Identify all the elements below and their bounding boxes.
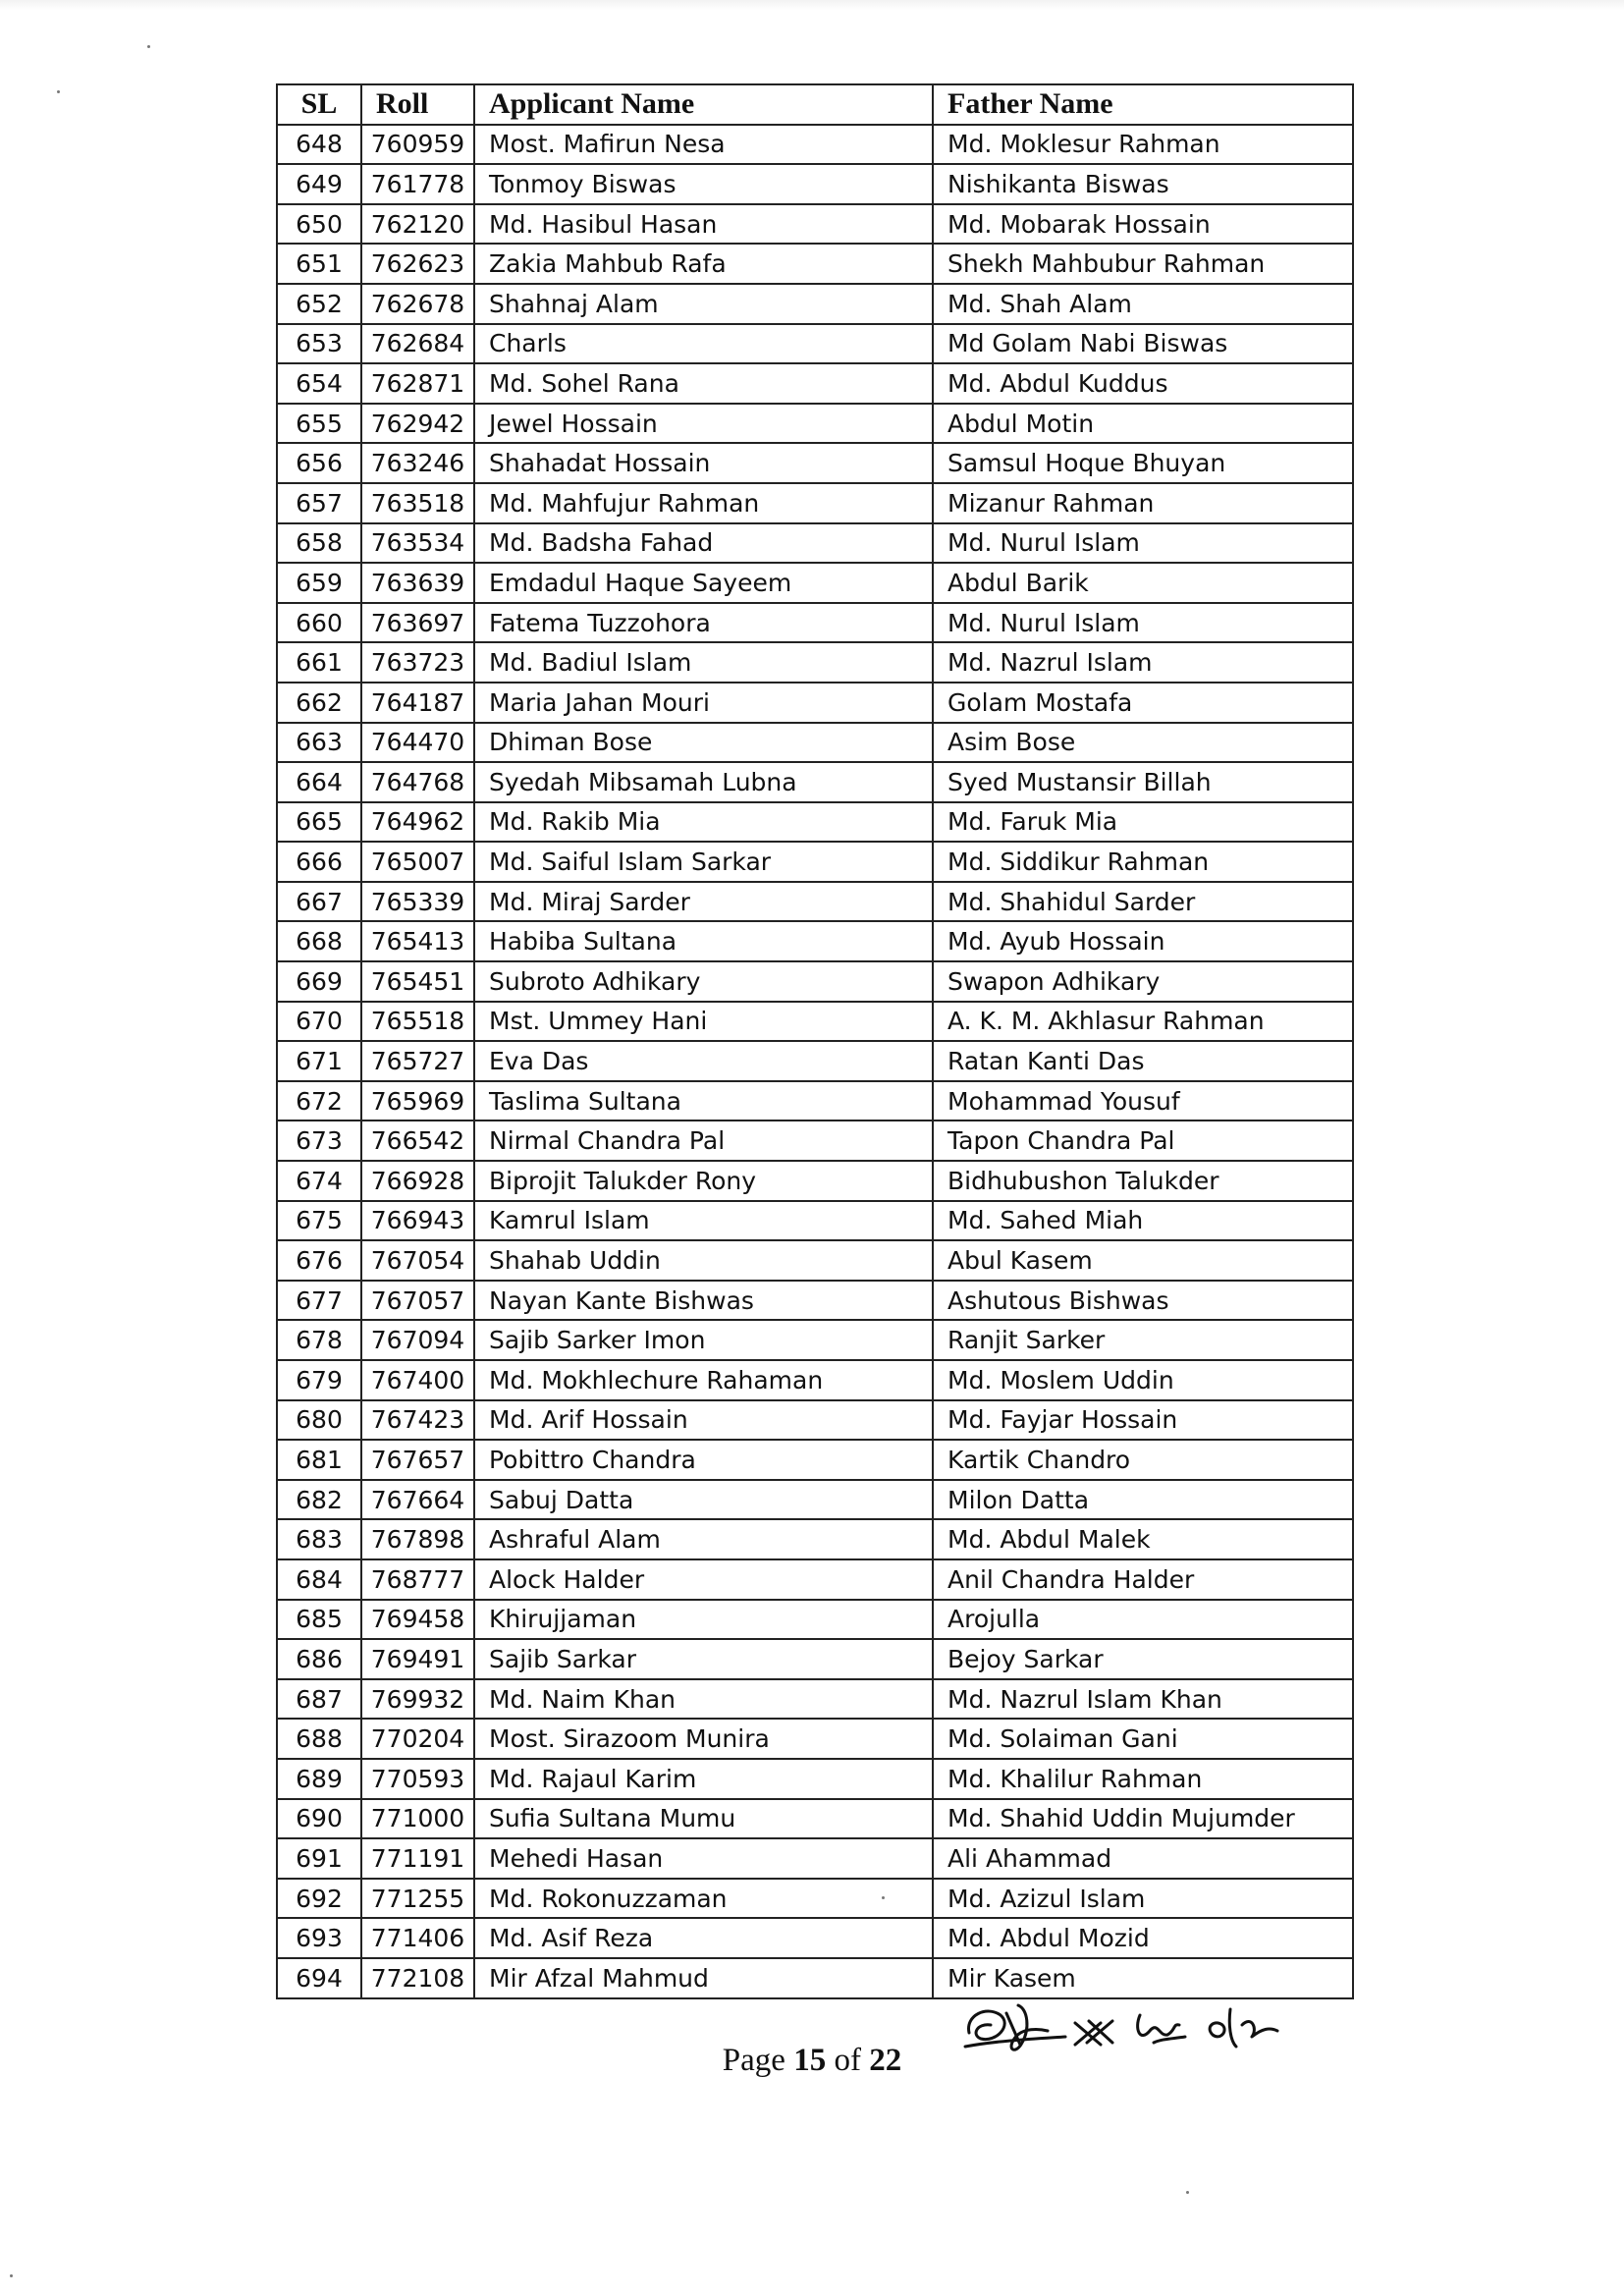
- cell-applicant-name: Sufia Sultana Mumu: [474, 1799, 933, 1839]
- cell-sl: 686: [277, 1639, 361, 1679]
- table-row: [277, 802, 1353, 843]
- cell-roll: 769932: [361, 1679, 474, 1720]
- table-row: [277, 1161, 1353, 1201]
- cell-applicant-name: Nirmal Chandra Pal: [474, 1121, 933, 1161]
- cell-applicant-name: Maria Jahan Mouri: [474, 683, 933, 723]
- cell-sl: 668: [277, 921, 361, 961]
- cell-father-name: Abdul Motin: [933, 404, 1353, 444]
- cell-roll: 767094: [361, 1320, 474, 1360]
- cell-father-name: Md. Fayjar Hossain: [933, 1400, 1353, 1441]
- cell-sl: 654: [277, 363, 361, 404]
- cell-sl: 672: [277, 1081, 361, 1121]
- table-row: [277, 1400, 1353, 1441]
- cell-father-name: Md. Khalilur Rahman: [933, 1759, 1353, 1799]
- cell-roll: 762871: [361, 363, 474, 404]
- cell-roll: 762942: [361, 404, 474, 444]
- cell-father-name: Md. Solaiman Gani: [933, 1719, 1353, 1759]
- cell-father-name: Md. Mobarak Hossain: [933, 204, 1353, 245]
- footer-page-word: Page: [722, 2043, 785, 2078]
- scan-speck: [57, 90, 60, 93]
- cell-sl: 650: [277, 204, 361, 245]
- scan-speck: [10, 2274, 13, 2277]
- cell-sl: 678: [277, 1320, 361, 1360]
- cell-roll: 765413: [361, 921, 474, 961]
- cell-father-name: Md. Ayub Hossain: [933, 921, 1353, 961]
- table-row: [277, 1121, 1353, 1161]
- table-row: [277, 921, 1353, 961]
- cell-roll: 763723: [361, 642, 474, 683]
- cell-sl: 656: [277, 443, 361, 483]
- cell-roll: 764187: [361, 683, 474, 723]
- cell-roll: 763518: [361, 483, 474, 523]
- cell-applicant-name: Md. Rokonuzzaman: [474, 1879, 933, 1919]
- cell-applicant-name: Md. Mahfujur Rahman: [474, 483, 933, 523]
- cell-father-name: Kartik Chandro: [933, 1440, 1353, 1480]
- cell-roll: 771406: [361, 1918, 474, 1958]
- cell-applicant-name: Md. Asif Reza: [474, 1918, 933, 1958]
- cell-sl: 652: [277, 284, 361, 324]
- cell-father-name: Milon Datta: [933, 1480, 1353, 1520]
- table-row: [277, 1639, 1353, 1679]
- table-row: [277, 1879, 1353, 1919]
- cell-father-name: Ashutous Bishwas: [933, 1281, 1353, 1321]
- cell-roll: 767664: [361, 1480, 474, 1520]
- cell-father-name: Bidhubushon Talukder: [933, 1161, 1353, 1201]
- cell-father-name: Nishikanta Biswas: [933, 164, 1353, 204]
- cell-father-name: Md Golam Nabi Biswas: [933, 324, 1353, 364]
- cell-applicant-name: Ashraful Alam: [474, 1519, 933, 1559]
- cell-roll: 765727: [361, 1041, 474, 1081]
- table-row: [277, 603, 1353, 643]
- cell-father-name: Abul Kasem: [933, 1240, 1353, 1281]
- cell-roll: 761778: [361, 164, 474, 204]
- cell-sl: 690: [277, 1799, 361, 1839]
- cell-sl: 667: [277, 882, 361, 922]
- cell-roll: 767898: [361, 1519, 474, 1559]
- cell-father-name: Abdul Barik: [933, 563, 1353, 603]
- cell-roll: 764768: [361, 762, 474, 802]
- cell-roll: 771255: [361, 1879, 474, 1919]
- cell-sl: 665: [277, 802, 361, 843]
- cell-roll: 771000: [361, 1799, 474, 1839]
- cell-roll: 767057: [361, 1281, 474, 1321]
- table-row: [277, 1519, 1353, 1559]
- cell-sl: 694: [277, 1958, 361, 1998]
- cell-father-name: Md. Moklesur Rahman: [933, 125, 1353, 165]
- cell-father-name: Mir Kasem: [933, 1958, 1353, 1998]
- table-body: [277, 125, 1353, 1998]
- table-row: [277, 642, 1353, 683]
- cell-father-name: Md. Azizul Islam: [933, 1879, 1353, 1919]
- cell-sl: 669: [277, 961, 361, 1002]
- cell-sl: 687: [277, 1679, 361, 1720]
- table-row: [277, 842, 1353, 882]
- cell-applicant-name: Md. Badiul Islam: [474, 642, 933, 683]
- table-row: [277, 683, 1353, 723]
- header-roll: Roll: [361, 84, 474, 125]
- cell-applicant-name: Subroto Adhikary: [474, 961, 933, 1002]
- cell-father-name: Md. Shahidul Sarder: [933, 882, 1353, 922]
- cell-applicant-name: Md. Mokhlechure Rahaman: [474, 1360, 933, 1400]
- cell-father-name: Shekh Mahbubur Rahman: [933, 244, 1353, 284]
- cell-sl: 658: [277, 523, 361, 564]
- cell-father-name: Md. Shahid Uddin Mujumder: [933, 1799, 1353, 1839]
- cell-roll: 762678: [361, 284, 474, 324]
- table-row: [277, 563, 1353, 603]
- table-row: [277, 1041, 1353, 1081]
- cell-father-name: Syed Mustansir Billah: [933, 762, 1353, 802]
- cell-applicant-name: Shahadat Hossain: [474, 443, 933, 483]
- cell-sl: 651: [277, 244, 361, 284]
- cell-sl: 681: [277, 1440, 361, 1480]
- header-sl: SL: [277, 84, 361, 125]
- cell-sl: 675: [277, 1201, 361, 1241]
- cell-sl: 683: [277, 1519, 361, 1559]
- table-row: [277, 1918, 1353, 1958]
- cell-roll: 767400: [361, 1360, 474, 1400]
- cell-applicant-name: Sabuj Datta: [474, 1480, 933, 1520]
- cell-applicant-name: Sajib Sarkar: [474, 1639, 933, 1679]
- cell-roll: 771191: [361, 1838, 474, 1879]
- table-row: [277, 244, 1353, 284]
- cell-father-name: Md. Nazrul Islam Khan: [933, 1679, 1353, 1720]
- table-row: [277, 1759, 1353, 1799]
- cell-roll: 765339: [361, 882, 474, 922]
- table-row: [277, 404, 1353, 444]
- cell-roll: 766542: [361, 1121, 474, 1161]
- scan-edge-shadow: [0, 0, 1624, 10]
- cell-roll: 766928: [361, 1161, 474, 1201]
- cell-father-name: Md. Abdul Kuddus: [933, 363, 1353, 404]
- cell-applicant-name: Md. Naim Khan: [474, 1679, 933, 1720]
- cell-applicant-name: Mir Afzal Mahmud: [474, 1958, 933, 1998]
- cell-applicant-name: Dhiman Bose: [474, 723, 933, 763]
- cell-sl: 682: [277, 1480, 361, 1520]
- cell-father-name: Arojulla: [933, 1600, 1353, 1640]
- cell-father-name: Md. Shah Alam: [933, 284, 1353, 324]
- cell-applicant-name: Habiba Sultana: [474, 921, 933, 961]
- applicant-table: [276, 83, 1354, 1999]
- table-row: [277, 882, 1353, 922]
- table-row: [277, 164, 1353, 204]
- cell-father-name: Mohammad Yousuf: [933, 1081, 1353, 1121]
- cell-roll: 769491: [361, 1639, 474, 1679]
- cell-sl: 679: [277, 1360, 361, 1400]
- cell-roll: 763246: [361, 443, 474, 483]
- cell-sl: 674: [277, 1161, 361, 1201]
- cell-applicant-name: Md. Arif Hossain: [474, 1400, 933, 1441]
- table-row: [277, 1719, 1353, 1759]
- cell-applicant-name: Md. Miraj Sarder: [474, 882, 933, 922]
- cell-father-name: Md. Nurul Islam: [933, 523, 1353, 564]
- cell-father-name: Mizanur Rahman: [933, 483, 1353, 523]
- cell-applicant-name: Most. Sirazoom Munira: [474, 1719, 933, 1759]
- cell-father-name: Ratan Kanti Das: [933, 1041, 1353, 1081]
- cell-sl: 662: [277, 683, 361, 723]
- cell-roll: 767657: [361, 1440, 474, 1480]
- cell-father-name: Md. Siddikur Rahman: [933, 842, 1353, 882]
- cell-roll: 766943: [361, 1201, 474, 1241]
- cell-roll: 762120: [361, 204, 474, 245]
- table-row: [277, 1480, 1353, 1520]
- cell-applicant-name: Mst. Ummey Hani: [474, 1002, 933, 1042]
- cell-father-name: Samsul Hoque Bhuyan: [933, 443, 1353, 483]
- cell-sl: 676: [277, 1240, 361, 1281]
- cell-sl: 693: [277, 1918, 361, 1958]
- cell-sl: 685: [277, 1600, 361, 1640]
- table-row: [277, 1360, 1353, 1400]
- cell-roll: 772108: [361, 1958, 474, 1998]
- cell-sl: 657: [277, 483, 361, 523]
- cell-father-name: Md. Sahed Miah: [933, 1201, 1353, 1241]
- table-row: [277, 483, 1353, 523]
- cell-roll: 765518: [361, 1002, 474, 1042]
- scan-speck: [1186, 2191, 1189, 2194]
- cell-roll: 760959: [361, 125, 474, 165]
- cell-father-name: Ali Ahammad: [933, 1838, 1353, 1879]
- cell-sl: 655: [277, 404, 361, 444]
- cell-father-name: Md. Faruk Mia: [933, 802, 1353, 843]
- table-row: [277, 324, 1353, 364]
- cell-father-name: Md. Nurul Islam: [933, 603, 1353, 643]
- cell-father-name: Md. Abdul Mozid: [933, 1918, 1353, 1958]
- cell-father-name: Bejoy Sarkar: [933, 1639, 1353, 1679]
- cell-roll: 763697: [361, 603, 474, 643]
- cell-applicant-name: Eva Das: [474, 1041, 933, 1081]
- cell-applicant-name: Shahab Uddin: [474, 1240, 933, 1281]
- scan-speck: [882, 1896, 885, 1899]
- cell-father-name: Md. Nazrul Islam: [933, 642, 1353, 683]
- cell-roll: 770593: [361, 1759, 474, 1799]
- cell-sl: 692: [277, 1879, 361, 1919]
- cell-roll: 769458: [361, 1600, 474, 1640]
- header-applicant-name: Applicant Name: [474, 84, 933, 125]
- cell-applicant-name: Md. Rajaul Karim: [474, 1759, 933, 1799]
- cell-sl: 661: [277, 642, 361, 683]
- cell-applicant-name: Md. Badsha Fahad: [474, 523, 933, 564]
- table-row: [277, 1002, 1353, 1042]
- cell-father-name: Md. Abdul Malek: [933, 1519, 1353, 1559]
- cell-applicant-name: Md. Saiful Islam Sarkar: [474, 842, 933, 882]
- cell-applicant-name: Khirujjaman: [474, 1600, 933, 1640]
- cell-sl: 684: [277, 1559, 361, 1600]
- table-row: [277, 762, 1353, 802]
- cell-roll: 765969: [361, 1081, 474, 1121]
- cell-applicant-name: Syedah Mibsamah Lubna: [474, 762, 933, 802]
- cell-sl: 680: [277, 1400, 361, 1441]
- table-row: [277, 1081, 1353, 1121]
- cell-father-name: A. K. M. Akhlasur Rahman: [933, 1002, 1353, 1042]
- table-row: [277, 1838, 1353, 1879]
- table-row: [277, 523, 1353, 564]
- table-row: [277, 1440, 1353, 1480]
- table-row: [277, 363, 1353, 404]
- cell-sl: 670: [277, 1002, 361, 1042]
- cell-applicant-name: Md. Sohel Rana: [474, 363, 933, 404]
- cell-applicant-name: Kamrul Islam: [474, 1201, 933, 1241]
- cell-applicant-name: Jewel Hossain: [474, 404, 933, 444]
- cell-sl: 689: [277, 1759, 361, 1799]
- table-row: [277, 1201, 1353, 1241]
- table-row: [277, 1799, 1353, 1839]
- cell-roll: 763534: [361, 523, 474, 564]
- cell-roll: 763639: [361, 563, 474, 603]
- cell-sl: 664: [277, 762, 361, 802]
- cell-applicant-name: Taslima Sultana: [474, 1081, 933, 1121]
- cell-sl: 673: [277, 1121, 361, 1161]
- table-row: [277, 723, 1353, 763]
- cell-sl: 671: [277, 1041, 361, 1081]
- cell-father-name: Md. Moslem Uddin: [933, 1360, 1353, 1400]
- scan-speck: [147, 45, 150, 48]
- cell-roll: 762684: [361, 324, 474, 364]
- cell-applicant-name: Most. Mafirun Nesa: [474, 125, 933, 165]
- cell-applicant-name: Biprojit Talukder Rony: [474, 1161, 933, 1201]
- table-row: [277, 1679, 1353, 1720]
- cell-roll: 765451: [361, 961, 474, 1002]
- footer-total-pages: 22: [869, 2043, 902, 2078]
- cell-applicant-name: Alock Halder: [474, 1559, 933, 1600]
- table-row: [277, 443, 1353, 483]
- cell-sl: 691: [277, 1838, 361, 1879]
- cell-father-name: Asim Bose: [933, 723, 1353, 763]
- table-row: [277, 1600, 1353, 1640]
- cell-applicant-name: Md. Rakib Mia: [474, 802, 933, 843]
- cell-roll: 762623: [361, 244, 474, 284]
- cell-sl: 649: [277, 164, 361, 204]
- cell-applicant-name: Tonmoy Biswas: [474, 164, 933, 204]
- cell-sl: 659: [277, 563, 361, 603]
- table-row: [277, 961, 1353, 1002]
- cell-applicant-name: Mehedi Hasan: [474, 1838, 933, 1879]
- cell-roll: 764470: [361, 723, 474, 763]
- cell-applicant-name: Md. Hasibul Hasan: [474, 204, 933, 245]
- table-header-row: [277, 84, 1353, 125]
- footer-current-page: 15: [793, 2043, 827, 2078]
- cell-roll: 764962: [361, 802, 474, 843]
- cell-roll: 768777: [361, 1559, 474, 1600]
- cell-father-name: Swapon Adhikary: [933, 961, 1353, 1002]
- header-father-name: Father Name: [933, 84, 1353, 125]
- table-row: [277, 125, 1353, 165]
- cell-applicant-name: Fatema Tuzzohora: [474, 603, 933, 643]
- cell-applicant-name: Sajib Sarker Imon: [474, 1320, 933, 1360]
- cell-applicant-name: Emdadul Haque Sayeem: [474, 563, 933, 603]
- cell-father-name: Tapon Chandra Pal: [933, 1121, 1353, 1161]
- cell-sl: 660: [277, 603, 361, 643]
- cell-father-name: Anil Chandra Halder: [933, 1559, 1353, 1600]
- cell-roll: 770204: [361, 1719, 474, 1759]
- table-row: [277, 204, 1353, 245]
- cell-applicant-name: Nayan Kante Bishwas: [474, 1281, 933, 1321]
- cell-sl: 648: [277, 125, 361, 165]
- cell-father-name: Ranjit Sarker: [933, 1320, 1353, 1360]
- cell-sl: 666: [277, 842, 361, 882]
- cell-roll: 767054: [361, 1240, 474, 1281]
- cell-roll: 765007: [361, 842, 474, 882]
- cell-sl: 688: [277, 1719, 361, 1759]
- cell-sl: 653: [277, 324, 361, 364]
- cell-applicant-name: Shahnaj Alam: [474, 284, 933, 324]
- cell-sl: 663: [277, 723, 361, 763]
- cell-roll: 767423: [361, 1400, 474, 1441]
- table-row: [277, 1320, 1353, 1360]
- cell-applicant-name: Charls: [474, 324, 933, 364]
- table-row: [277, 1559, 1353, 1600]
- table-row: [277, 284, 1353, 324]
- page-footer: [0, 2043, 1624, 2079]
- footer-of-word: of: [834, 2043, 861, 2078]
- cell-sl: 677: [277, 1281, 361, 1321]
- cell-applicant-name: Pobittro Chandra: [474, 1440, 933, 1480]
- table-row: [277, 1240, 1353, 1281]
- cell-applicant-name: Zakia Mahbub Rafa: [474, 244, 933, 284]
- table-row: [277, 1281, 1353, 1321]
- cell-father-name: Golam Mostafa: [933, 683, 1353, 723]
